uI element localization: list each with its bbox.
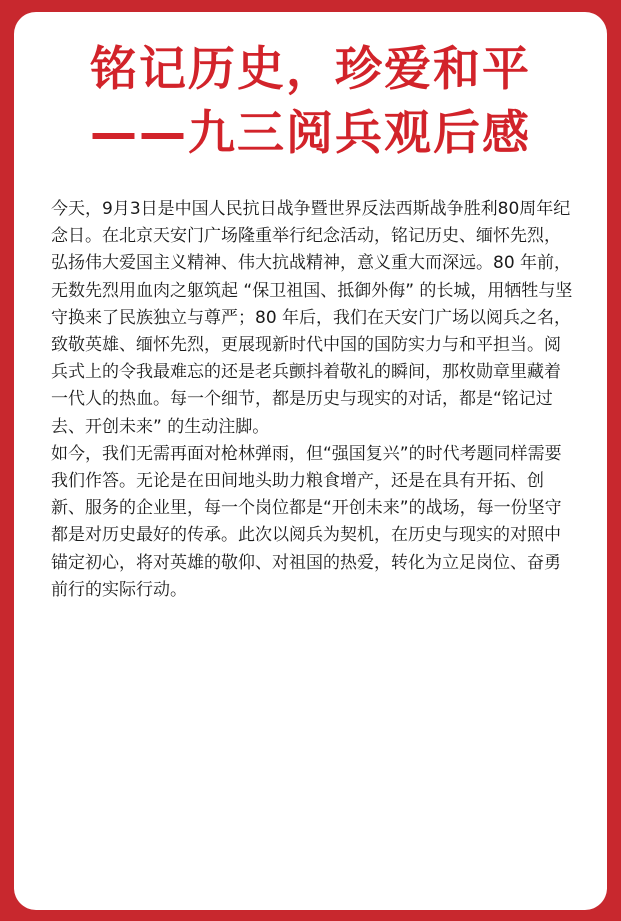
article-title (14, 38, 607, 166)
article-body (51, 196, 575, 604)
title-line-2: ——九三阅兵观后感 (90, 106, 531, 161)
paragraph-2: 如今，我们无需再面对枪林弹雨，但“强国复兴”的时代考题同样需要我们作答。无论是在田间地头助力粮食增产，还是在具有开拓、创新、服务的企业里，每一个岗位都是“开创未来”的战场，每一份坚守都是对历史最好的传承。此次以阅兵为契机，在历史与现实的对照中锚定初心，将对英雄的敬仰、对祖国的热爱，转化为立足岗位、奋勇前行的实际行动。 (51, 443, 562, 600)
paragraph-1: 今天，9月3日是中国人民抗日战争暨世界反法西斯战争胜利80周年纪念日。在北京天安门广场隆重举行纪念活动，铭记历史、缅怀先烈，弘扬伟大爱国主义精神、伟大抗战精神，意义重大而深远。80 年前，无数先烈用血肉之躯筑起 “保卫祖国、抵御外侮” 的长城，用牺牲与坚守换来了民族独立与尊严；80 年后，我们在天安门广场以阅兵之名，致敬英雄、缅怀先烈，更展现新时代中国的国防实力与和平担当。阅兵式上的令我最难忘的还是老兵颤抖着敬礼的瞬间，那枚勋章里藏着一代人的热血。每一个细节，都是历史与现实的对话，都是“铭记过去、开创未来” 的生动注脚。 (51, 199, 573, 437)
article-card (14, 12, 607, 910)
title-line-1: 铭记历史，珍爱和平 (90, 42, 531, 97)
